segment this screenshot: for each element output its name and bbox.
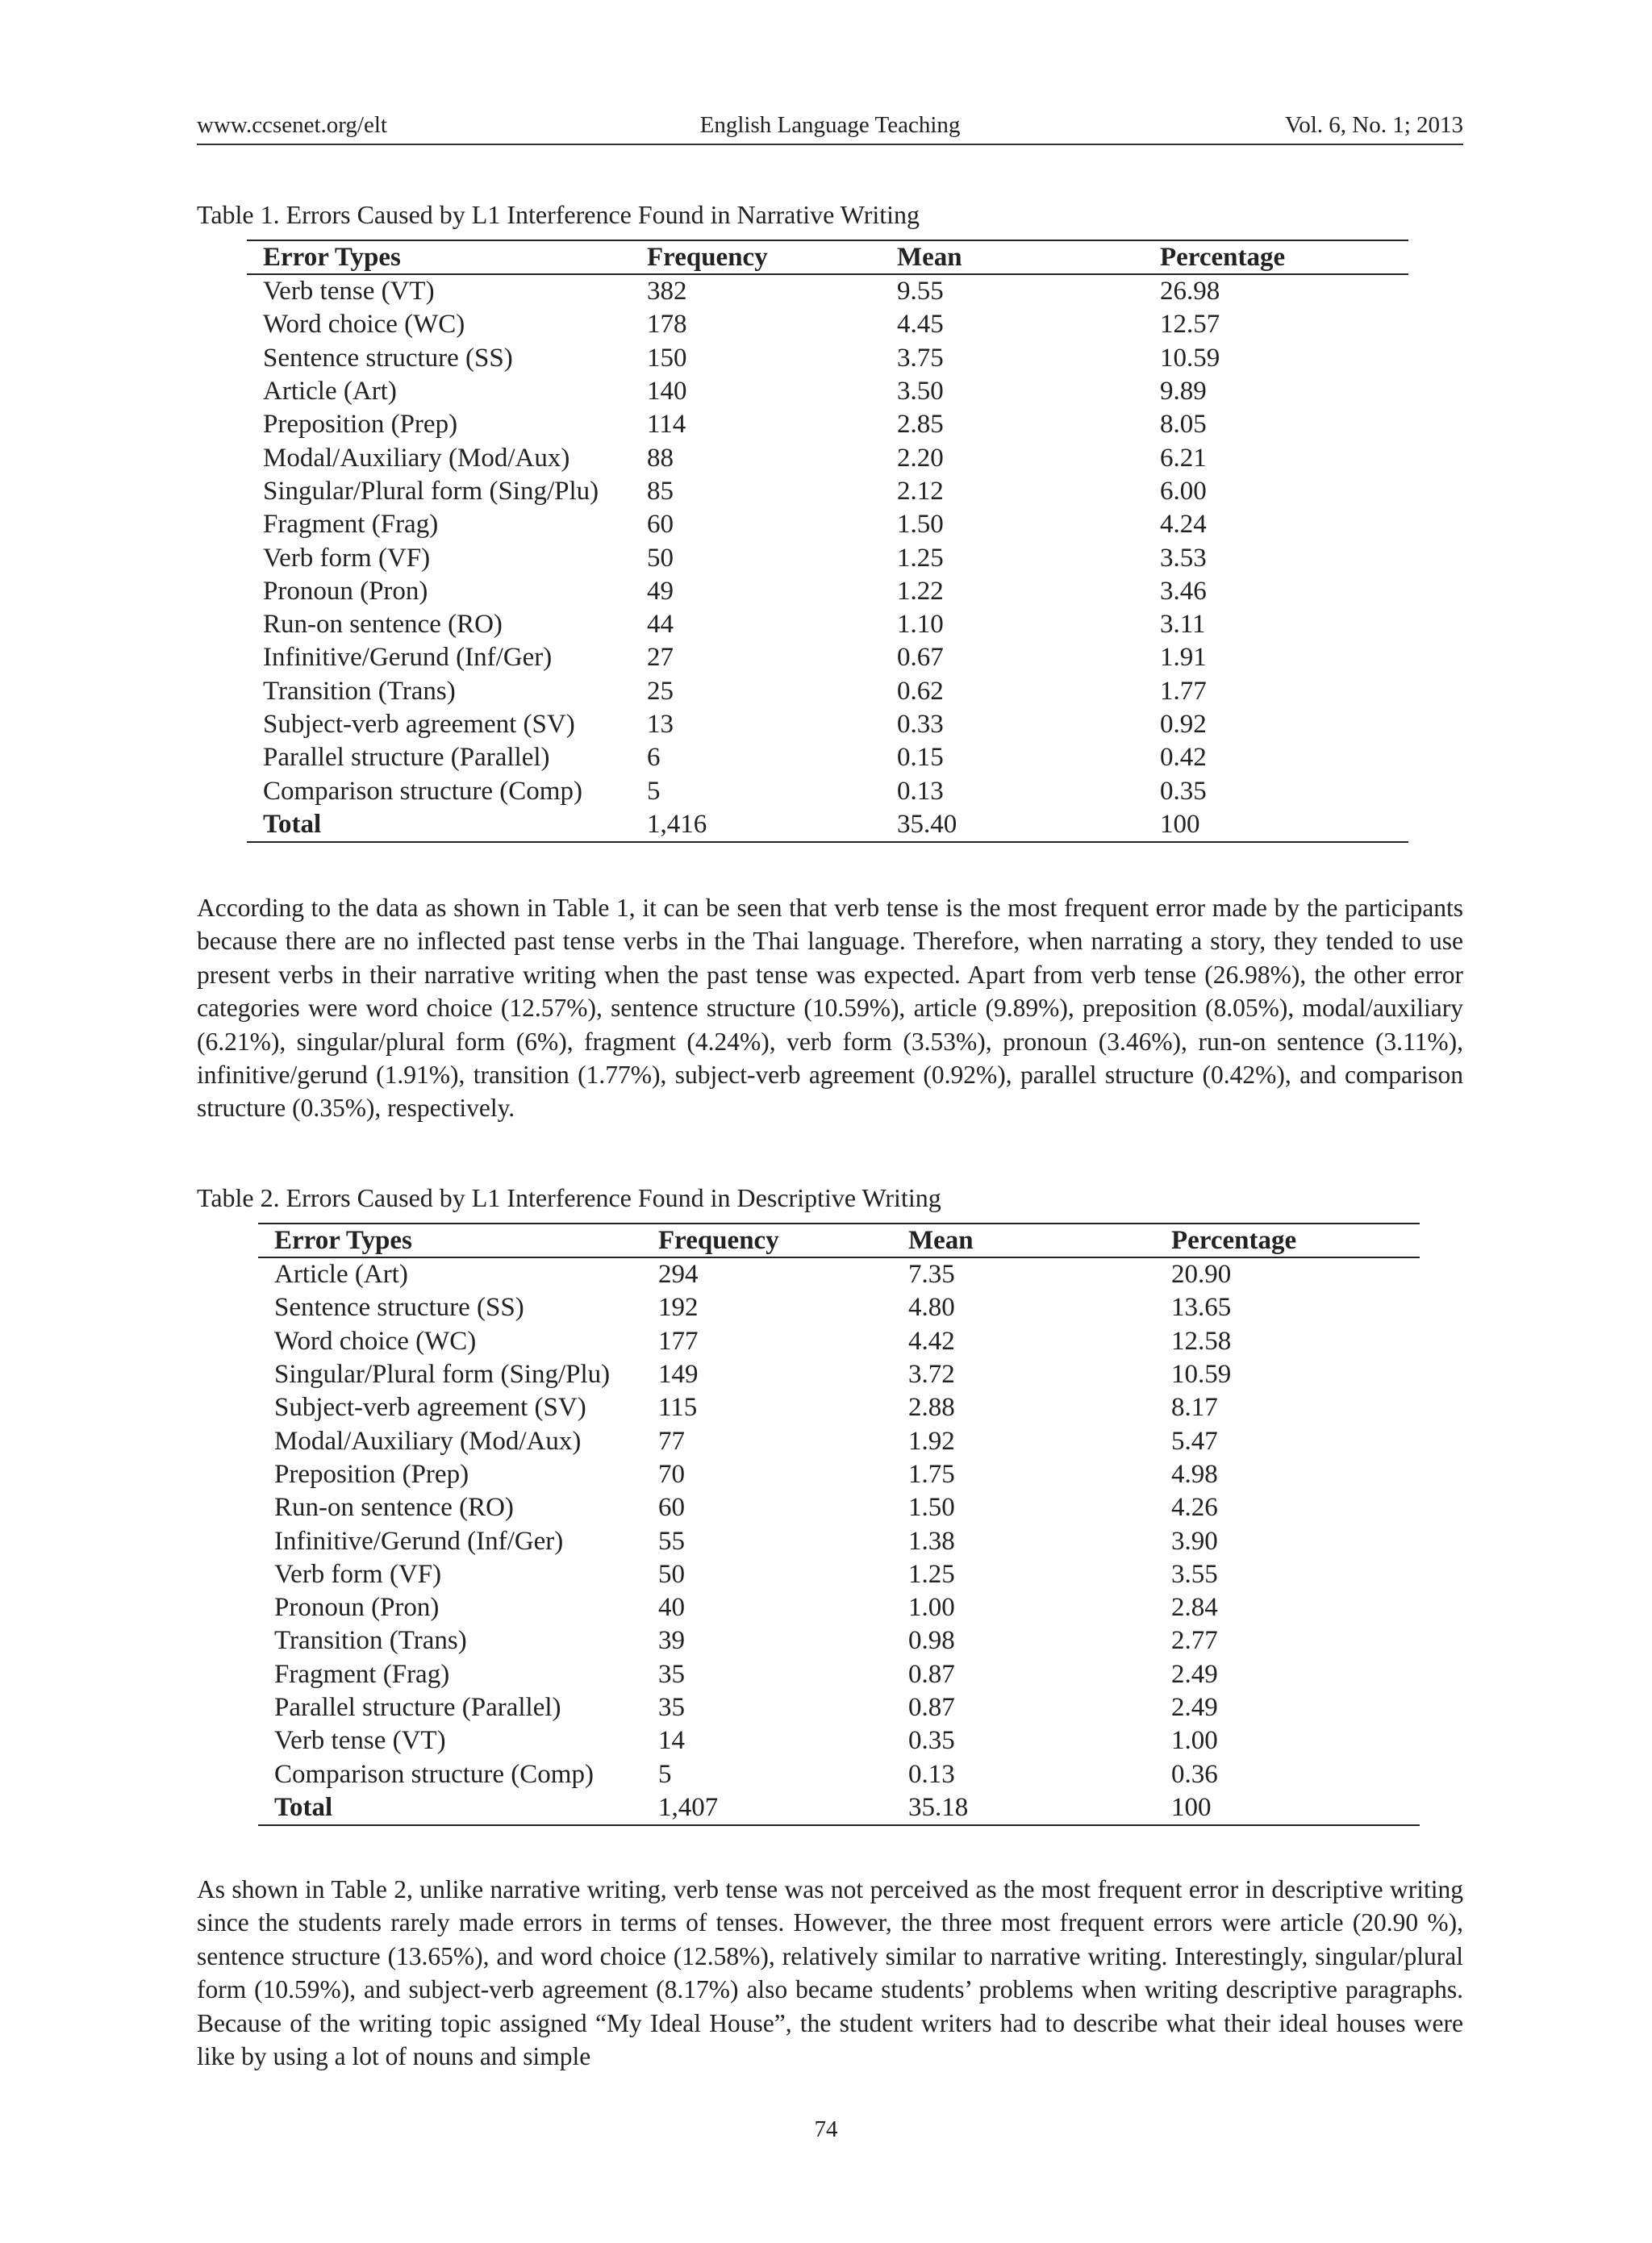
error-type-cell: Comparison structure (Comp) bbox=[263, 776, 582, 806]
percentage-cell: 8.17 bbox=[1171, 1393, 1218, 1423]
journal-title: English Language Teaching bbox=[699, 112, 961, 138]
percentage-cell: 1.77 bbox=[1160, 676, 1207, 706]
mean-cell: 2.85 bbox=[897, 410, 944, 440]
percentage-cell: 12.57 bbox=[1160, 310, 1220, 340]
percentage-cell: 0.42 bbox=[1160, 743, 1207, 773]
mean-cell: 1.00 bbox=[908, 1593, 955, 1623]
mean-cell: 2.88 bbox=[908, 1393, 955, 1423]
error-type-cell: Modal/Auxiliary (Mod/Aux) bbox=[263, 443, 570, 473]
column-header: Frequency bbox=[631, 240, 881, 274]
frequency-cell: 150 bbox=[647, 343, 687, 373]
percentage-cell: 4.98 bbox=[1171, 1459, 1218, 1489]
table-row bbox=[258, 1724, 1420, 1757]
error-type-cell: Sentence structure (SS) bbox=[274, 1293, 524, 1323]
percentage-cell: 5.47 bbox=[1171, 1426, 1218, 1456]
column-header: Frequency bbox=[642, 1224, 892, 1257]
table-row bbox=[258, 1391, 1420, 1424]
mean-cell: 4.45 bbox=[897, 310, 944, 340]
table-row bbox=[247, 308, 1408, 341]
table-row bbox=[247, 508, 1408, 541]
total-mean: 35.40 bbox=[897, 809, 957, 839]
frequency-cell: 27 bbox=[647, 643, 674, 673]
frequency-cell: 6 bbox=[647, 743, 661, 773]
percentage-cell: 20.90 bbox=[1171, 1260, 1232, 1290]
table2-caption: Table 2. Errors Caused by L1 Interference Found in Descriptive Writing bbox=[197, 1183, 941, 1212]
column-header: Percentage bbox=[1155, 1224, 1420, 1257]
frequency-cell: 115 bbox=[658, 1393, 698, 1423]
error-type-cell: Article (Art) bbox=[274, 1260, 408, 1290]
frequency-cell: 88 bbox=[647, 443, 674, 473]
table-row bbox=[247, 774, 1408, 807]
frequency-cell: 35 bbox=[658, 1659, 685, 1689]
frequency-cell: 382 bbox=[647, 277, 687, 306]
table1-header-row bbox=[247, 240, 1408, 274]
column-header: Mean bbox=[881, 240, 1144, 274]
error-type-cell: Subject-verb agreement (SV) bbox=[274, 1393, 586, 1423]
mean-cell: 4.80 bbox=[908, 1293, 955, 1323]
table-row bbox=[247, 641, 1408, 674]
table-row bbox=[258, 1524, 1420, 1557]
percentage-cell: 0.36 bbox=[1171, 1759, 1218, 1789]
mean-cell: 0.33 bbox=[897, 710, 944, 739]
mean-cell: 4.42 bbox=[908, 1326, 955, 1356]
mean-cell: 1.92 bbox=[908, 1426, 955, 1456]
frequency-cell: 55 bbox=[658, 1526, 685, 1556]
error-type-cell: Sentence structure (SS) bbox=[263, 343, 513, 373]
frequency-cell: 44 bbox=[647, 610, 674, 640]
paragraph-table1-discussion: According to the data as shown in Table 1, it can be seen that verb tense is the most frequent error made by the participants because there are no inflected past tense verbs in the Thai language. Therefore, when narrating a story, they tended to use present verbs in their narrative writing when the past tense was expected. Apart from verb tense (26.98%), the other error categories were word choice (12.57%), sentence structure (10.59%), article (9.89%), preposition (8.05%), modal/auxiliary (6.21%), singular/plural form (6%), fragment (4.24%), verb form (3.53%), pronoun (3.46%), run-on sentence (3.11%), infinitive/gerund (1.91%), transition (1.77%), subject-verb agreement (0.92%), parallel structure (0.42%), and comparison structure (0.35%), respectively. bbox=[197, 894, 1463, 1123]
table1 bbox=[247, 240, 1408, 843]
frequency-cell: 70 bbox=[658, 1459, 685, 1489]
mean-cell: 0.13 bbox=[897, 776, 944, 806]
frequency-cell: 13 bbox=[647, 710, 674, 739]
column-header: Error Types bbox=[258, 1224, 642, 1257]
mean-cell: 0.67 bbox=[897, 643, 944, 673]
frequency-cell: 35 bbox=[658, 1693, 685, 1722]
mean-cell: 9.55 bbox=[897, 277, 944, 306]
error-type-cell: Preposition (Prep) bbox=[263, 410, 458, 440]
mean-cell: 3.50 bbox=[897, 377, 944, 406]
page-header bbox=[197, 106, 1463, 145]
percentage-cell: 2.49 bbox=[1171, 1659, 1218, 1689]
error-type-cell: Preposition (Prep) bbox=[274, 1459, 469, 1489]
frequency-cell: 25 bbox=[647, 676, 674, 706]
percentage-cell: 10.59 bbox=[1160, 343, 1220, 373]
table-row bbox=[247, 408, 1408, 441]
table-row bbox=[258, 1325, 1420, 1358]
frequency-cell: 192 bbox=[658, 1293, 699, 1323]
table-row bbox=[247, 475, 1408, 508]
table-row bbox=[258, 1757, 1420, 1791]
table-row bbox=[258, 1358, 1420, 1391]
error-type-cell: Article (Art) bbox=[263, 377, 397, 406]
mean-cell: 2.20 bbox=[897, 443, 944, 473]
table-row bbox=[258, 1558, 1420, 1591]
mean-cell: 0.15 bbox=[897, 743, 944, 773]
column-header: Error Types bbox=[247, 240, 631, 274]
error-type-cell: Transition (Trans) bbox=[274, 1626, 467, 1656]
table2-header-row bbox=[258, 1224, 1420, 1257]
frequency-cell: 60 bbox=[658, 1493, 685, 1523]
table-row bbox=[258, 1257, 1420, 1291]
mean-cell: 0.35 bbox=[908, 1726, 955, 1756]
percentage-cell: 3.53 bbox=[1160, 543, 1207, 573]
percentage-cell: 12.58 bbox=[1171, 1326, 1232, 1356]
frequency-cell: 149 bbox=[658, 1360, 699, 1390]
percentage-cell: 2.49 bbox=[1171, 1693, 1218, 1722]
table-row bbox=[247, 608, 1408, 641]
error-type-cell: Fragment (Frag) bbox=[263, 510, 439, 540]
table-row bbox=[258, 1658, 1420, 1691]
error-type-cell: Word choice (WC) bbox=[263, 310, 465, 340]
percentage-cell: 6.21 bbox=[1160, 443, 1207, 473]
frequency-cell: 140 bbox=[647, 377, 687, 406]
total-frequency: 1,416 bbox=[647, 809, 707, 839]
mean-cell: 0.62 bbox=[897, 676, 944, 706]
error-type-cell: Word choice (WC) bbox=[274, 1326, 477, 1356]
error-type-cell: Parallel structure (Parallel) bbox=[274, 1693, 561, 1722]
table1-caption: Table 1. Errors Caused by L1 Interference Found in Narrative Writing bbox=[197, 200, 920, 229]
table-row bbox=[258, 1491, 1420, 1524]
frequency-cell: 294 bbox=[658, 1260, 699, 1290]
frequency-cell: 50 bbox=[658, 1559, 685, 1589]
table-row bbox=[247, 342, 1408, 375]
mean-cell: 1.25 bbox=[897, 543, 944, 573]
frequency-cell: 39 bbox=[658, 1626, 685, 1656]
percentage-cell: 6.00 bbox=[1160, 476, 1207, 506]
table-row bbox=[258, 1691, 1420, 1724]
percentage-cell: 9.89 bbox=[1160, 377, 1207, 406]
error-type-cell: Pronoun (Pron) bbox=[274, 1593, 440, 1623]
percentage-cell: 13.65 bbox=[1171, 1293, 1232, 1323]
table-row bbox=[258, 1624, 1420, 1657]
total-row bbox=[247, 808, 1408, 842]
mean-cell: 0.98 bbox=[908, 1626, 955, 1656]
error-type-cell: Comparison structure (Comp) bbox=[274, 1759, 594, 1789]
table-row bbox=[258, 1424, 1420, 1457]
error-type-cell: Verb form (VF) bbox=[263, 543, 431, 573]
table-row bbox=[258, 1291, 1420, 1324]
mean-cell: 1.38 bbox=[908, 1526, 955, 1556]
table-row bbox=[247, 675, 1408, 708]
table-row bbox=[258, 1591, 1420, 1624]
percentage-cell: 1.91 bbox=[1160, 643, 1207, 673]
error-type-cell: Infinitive/Gerund (Inf/Ger) bbox=[263, 643, 553, 673]
percentage-cell: 8.05 bbox=[1160, 410, 1207, 440]
mean-cell: 1.50 bbox=[897, 510, 944, 540]
table-row bbox=[247, 541, 1408, 574]
frequency-cell: 40 bbox=[658, 1593, 685, 1623]
table2 bbox=[258, 1223, 1420, 1826]
error-type-cell: Subject-verb agreement (SV) bbox=[263, 710, 575, 739]
frequency-cell: 177 bbox=[658, 1326, 699, 1356]
total-percentage: 100 bbox=[1171, 1792, 1212, 1822]
mean-cell: 1.50 bbox=[908, 1493, 955, 1523]
table-row bbox=[247, 575, 1408, 608]
total-percentage: 100 bbox=[1160, 809, 1200, 839]
mean-cell: 1.10 bbox=[897, 610, 944, 640]
error-type-cell: Run-on sentence (RO) bbox=[263, 610, 503, 640]
volume-info: Vol. 6, No. 1; 2013 bbox=[1284, 112, 1463, 138]
percentage-cell: 10.59 bbox=[1171, 1360, 1232, 1390]
error-type-cell: Verb tense (VT) bbox=[263, 277, 435, 306]
mean-cell: 1.75 bbox=[908, 1459, 955, 1489]
mean-cell: 0.13 bbox=[908, 1759, 955, 1789]
error-type-cell: Verb tense (VT) bbox=[274, 1726, 446, 1756]
journal-url[interactable]: www.ccsenet.org/elt bbox=[197, 112, 387, 138]
total-row bbox=[258, 1791, 1420, 1825]
table-row bbox=[247, 741, 1408, 774]
column-header: Percentage bbox=[1144, 240, 1408, 274]
error-type-cell: Infinitive/Gerund (Inf/Ger) bbox=[274, 1526, 564, 1556]
error-type-cell: Singular/Plural form (Sing/Plu) bbox=[274, 1360, 611, 1390]
mean-cell: 3.75 bbox=[897, 343, 944, 373]
frequency-cell: 85 bbox=[647, 476, 674, 506]
mean-cell: 0.87 bbox=[908, 1693, 955, 1722]
table-row bbox=[247, 274, 1408, 308]
frequency-cell: 49 bbox=[647, 576, 674, 606]
error-type-cell: Fragment (Frag) bbox=[274, 1659, 450, 1689]
percentage-cell: 3.46 bbox=[1160, 576, 1207, 606]
error-type-cell: Verb form (VF) bbox=[274, 1559, 442, 1589]
paragraph-table2-discussion: As shown in Table 2, unlike narrative writing, verb tense was not perceived as the most frequent error in descriptive writing since the students rarely made errors in terms of tenses. However, the three most frequent errors were article (20.90 %), sentence structure (13.65%), and word choice (12.58%), relatively similar to narrative writing. Interestingly, singular/plural form (10.59%), and subject-verb agreement (8.17%) also became students’ problems when writing descriptive paragraphs. Because of the writing topic assigned “My Ideal House”, the student writers had to describe what their ideal houses were like by using a lot of nouns and simple bbox=[197, 1875, 1463, 2071]
frequency-cell: 50 bbox=[647, 543, 674, 573]
frequency-cell: 77 bbox=[658, 1426, 685, 1456]
table2-body bbox=[258, 1257, 1420, 1825]
total-frequency: 1,407 bbox=[658, 1792, 719, 1822]
frequency-cell: 60 bbox=[647, 510, 674, 540]
percentage-cell: 3.55 bbox=[1171, 1559, 1218, 1589]
mean-cell: 3.72 bbox=[908, 1360, 955, 1390]
error-type-cell: Parallel structure (Parallel) bbox=[263, 743, 550, 773]
error-type-cell: Transition (Trans) bbox=[263, 676, 456, 706]
percentage-cell: 3.90 bbox=[1171, 1526, 1218, 1556]
percentage-cell: 0.35 bbox=[1160, 776, 1207, 806]
table-row bbox=[258, 1458, 1420, 1491]
percentage-cell: 3.11 bbox=[1160, 610, 1206, 640]
percentage-cell: 4.26 bbox=[1171, 1493, 1218, 1523]
percentage-cell: 4.24 bbox=[1160, 510, 1207, 540]
table1-body bbox=[247, 274, 1408, 842]
total-mean: 35.18 bbox=[908, 1792, 969, 1822]
percentage-cell: 26.98 bbox=[1160, 277, 1220, 306]
mean-cell: 1.25 bbox=[908, 1559, 955, 1589]
column-header: Mean bbox=[892, 1224, 1155, 1257]
total-label: Total bbox=[263, 809, 322, 839]
frequency-cell: 5 bbox=[658, 1759, 672, 1789]
frequency-cell: 5 bbox=[647, 776, 661, 806]
percentage-cell: 1.00 bbox=[1171, 1726, 1218, 1756]
error-type-cell: Singular/Plural form (Sing/Plu) bbox=[263, 476, 599, 506]
percentage-cell: 0.92 bbox=[1160, 710, 1207, 739]
mean-cell: 0.87 bbox=[908, 1659, 955, 1689]
percentage-cell: 2.77 bbox=[1171, 1626, 1218, 1656]
error-type-cell: Modal/Auxiliary (Mod/Aux) bbox=[274, 1426, 582, 1456]
percentage-cell: 2.84 bbox=[1171, 1593, 1218, 1623]
total-label: Total bbox=[274, 1792, 333, 1822]
table-row bbox=[247, 375, 1408, 408]
table-row bbox=[247, 441, 1408, 474]
error-type-cell: Pronoun (Pron) bbox=[263, 576, 428, 606]
frequency-cell: 14 bbox=[658, 1726, 685, 1756]
frequency-cell: 114 bbox=[647, 410, 686, 440]
error-type-cell: Run-on sentence (RO) bbox=[274, 1493, 514, 1523]
mean-cell: 2.12 bbox=[897, 476, 944, 506]
page-number: 74 bbox=[814, 2116, 838, 2142]
table-row bbox=[247, 708, 1408, 741]
mean-cell: 7.35 bbox=[908, 1260, 955, 1290]
mean-cell: 1.22 bbox=[897, 576, 944, 606]
frequency-cell: 178 bbox=[647, 310, 687, 340]
